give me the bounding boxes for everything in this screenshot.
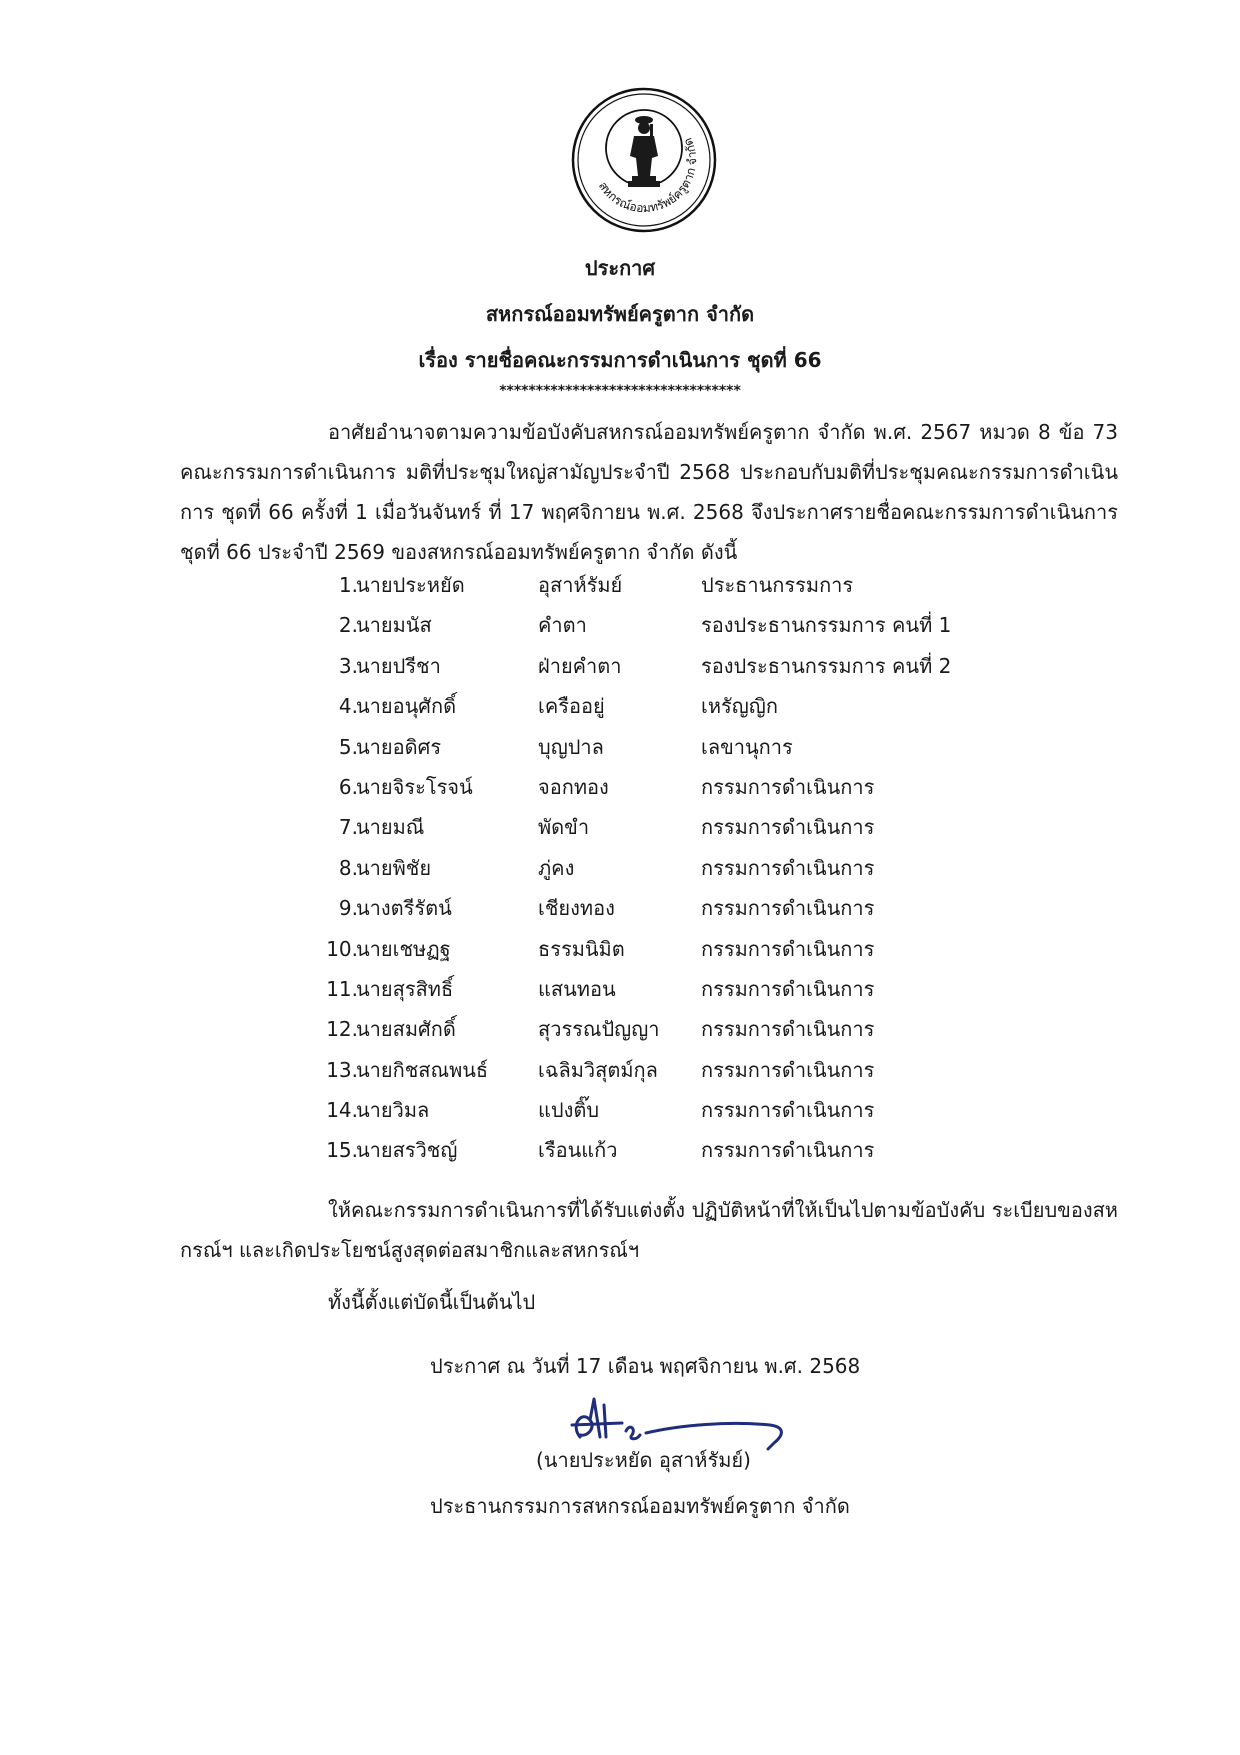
announcement-heading: ประกาศ xyxy=(584,256,656,280)
member-first-name: นายอนุศักดิ์ xyxy=(356,694,457,719)
member-first-name: นายพิชัย xyxy=(356,855,432,880)
member-position: กรรมการดำเนินการ xyxy=(701,1098,875,1123)
separator-line: ********************************* xyxy=(499,383,741,399)
member-position: รองประธานกรรมการ คนที่ 1 xyxy=(701,613,952,638)
member-number: 9. xyxy=(338,896,358,921)
member-last-name: ธรรมนิมิต xyxy=(538,936,625,961)
member-last-name: แสนทอน xyxy=(538,976,616,1001)
member-position: กรรมการดำเนินการ xyxy=(701,774,875,799)
announcement-date: ประกาศ ณ วันที่ 17 เดือน พฤศจิกายน พ.ศ. 2568 xyxy=(430,1354,861,1378)
member-position: กรรมการดำเนินการ xyxy=(701,1057,875,1082)
member-position: กรรมการดำเนินการ xyxy=(701,896,875,921)
member-first-name: นายปรีชา xyxy=(356,653,441,678)
member-number: 13. xyxy=(326,1057,358,1082)
member-first-name: นายวิมล xyxy=(356,1098,430,1123)
intro-paragraph xyxy=(180,412,1118,572)
member-last-name: พัดขำ xyxy=(538,815,590,840)
member-first-name: นายสุรสิทธิ์ xyxy=(356,976,454,1001)
member-first-name: นายสมศักดิ์ xyxy=(356,1017,456,1042)
member-first-name: นายมณี xyxy=(356,815,425,840)
member-number: 8. xyxy=(338,855,358,880)
member-position: กรรมการดำเนินการ xyxy=(701,1017,875,1042)
member-number: 7. xyxy=(338,815,358,840)
member-number: 14. xyxy=(326,1098,358,1123)
member-last-name: ภู่คง xyxy=(538,855,575,880)
member-last-name: เรือนแก้ว xyxy=(538,1138,618,1163)
member-number: 4. xyxy=(338,694,358,719)
member-last-name: จอกทอง xyxy=(538,774,609,799)
member-number: 5. xyxy=(338,734,358,759)
cooperative-seal-logo xyxy=(570,86,718,234)
svg-text:สหกรณ์ออมทรัพย์ครูตาก จำกัด: สหกรณ์ออมทรัพย์ครูตาก จำกัด xyxy=(595,135,700,216)
member-last-name: บุญปาล xyxy=(538,734,604,759)
member-position: เลขานุการ xyxy=(701,734,793,759)
member-first-name: นายสรวิชญ์ xyxy=(356,1138,458,1163)
member-position: กรรมการดำเนินการ xyxy=(701,976,875,1001)
closing-text: ให้คณะกรรมการดำเนินการที่ได้รับแต่งตั้ง ปฏิบัติหน้าที่ให้เป็นไปตามข้อบังคับ ระเบียบของสหกรณ์ฯ และเกิดประโยชน์สูงสุดต่อสมาชิกและสหกรณ์ฯ xyxy=(180,1198,1118,1262)
intro-text: อาศัยอำนาจตามความข้อบังคับสหกรณ์ออมทรัพย์ครูตาก จำกัด พ.ศ. 2567 หมวด 8 ข้อ 73 คณะกรรมการดำเนินการ มติที่ประชุมใหญ่สามัญประจำปี 2568 ประกอบกับมติที่ประชุมคณะกรรมการดำเนินการ ชุดที่ 66 ครั้งที่ 1 เมื่อวันจันทร์ ที่ 17 พฤศจิกายน พ.ศ. 2568 จึงประกาศรายชื่อคณะกรรมการดำเนินการ ชุดที่ 66 ประจำปี 2569 ของสหกรณ์ออมทรัพย์ครูตาก จำกัด ดังนี้ xyxy=(180,420,1118,564)
member-number: 6. xyxy=(338,774,358,799)
member-last-name: คำตา xyxy=(538,613,587,638)
member-number: 1. xyxy=(338,573,358,597)
effective-statement: ทั้งนี้ตั้งแต่บัดนี้เป็นต้นไป xyxy=(328,1290,536,1314)
member-position: รองประธานกรรมการ คนที่ 2 xyxy=(701,653,952,678)
member-position: กรรมการดำเนินการ xyxy=(701,815,875,840)
member-last-name: ฝ่ายคำตา xyxy=(538,653,622,678)
member-number: 12. xyxy=(326,1017,358,1042)
member-first-name: นายจิระโรจน์ xyxy=(356,774,473,799)
member-first-name: นายประหยัด xyxy=(356,573,465,597)
subject-line: เรื่อง รายชื่อคณะกรรมการดำเนินการ ชุดที่ 66 xyxy=(418,348,822,372)
member-first-name: นายมนัส xyxy=(356,613,432,638)
member-position: กรรมการดำเนินการ xyxy=(701,936,875,961)
member-position: ประธานกรรมการ xyxy=(701,573,854,597)
member-last-name: อุสาห์รัมย์ xyxy=(538,573,623,597)
member-position: กรรมการดำเนินการ xyxy=(701,1138,875,1163)
member-last-name: แปงติ๊บ xyxy=(538,1098,600,1123)
member-position: เหรัญญิก xyxy=(701,694,778,719)
member-first-name: นายกิชสณพนธ์ xyxy=(356,1057,489,1082)
member-last-name: สุวรรณปัญญา xyxy=(538,1017,660,1042)
organization-name: สหกรณ์ออมทรัพย์ครูตาก จำกัด xyxy=(485,302,755,326)
closing-paragraph xyxy=(180,1190,1118,1270)
member-number: 11. xyxy=(326,976,358,1001)
member-first-name: นายอดิศร xyxy=(356,734,442,759)
member-number: 10. xyxy=(326,936,358,961)
member-number: 3. xyxy=(338,653,358,678)
member-number: 15. xyxy=(326,1138,358,1163)
signer-name: (นายประหยัด อุสาห์รัมย์) xyxy=(536,1448,751,1472)
member-position: กรรมการดำเนินการ xyxy=(701,855,875,880)
member-first-name: นายเชษฏฐ xyxy=(356,936,451,961)
member-last-name: เครืออยู่ xyxy=(538,694,605,719)
member-last-name: เชียงทอง xyxy=(538,896,615,921)
member-last-name: เฉลิมวิสุตม์กุล xyxy=(538,1057,658,1082)
member-first-name: นางตรีรัตน์ xyxy=(356,896,452,921)
member-number: 2. xyxy=(338,613,358,638)
signer-title: ประธานกรรมการสหกรณ์ออมทรัพย์ครูตาก จำกัด xyxy=(430,1494,850,1518)
